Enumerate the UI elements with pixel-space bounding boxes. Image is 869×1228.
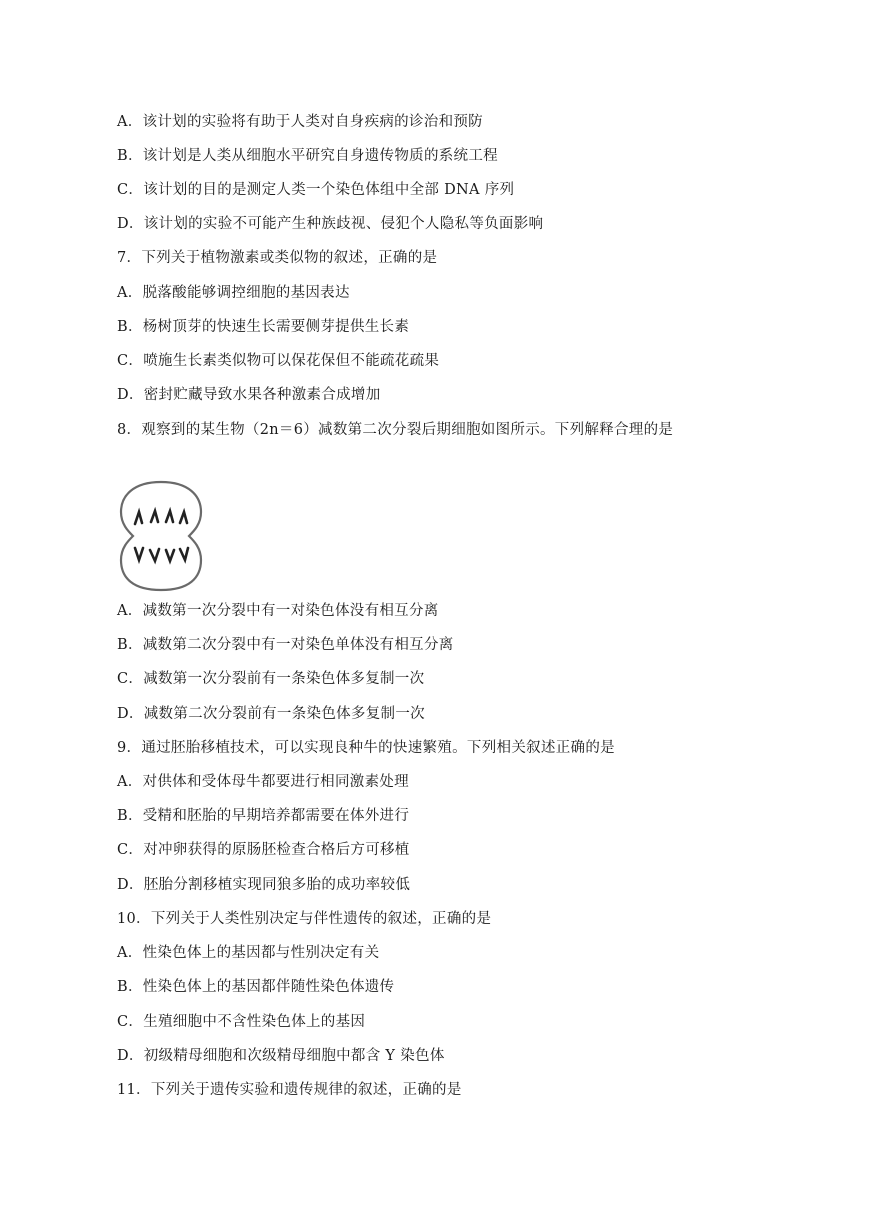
- q10-option-c: C．生殖细胞中不含性染色体上的基因: [117, 1014, 366, 1030]
- q7-option-c: C．喷施生长素类似物可以保花保但不能疏花疏果: [117, 353, 440, 369]
- q11-stem: 11．下列关于遗传实验和遗传规律的叙述，正确的是: [117, 1082, 462, 1098]
- q9-option-c: C．对冲卵获得的原肠胚检查合格后方可移植: [117, 842, 410, 858]
- q9-option-a: A．对供体和受体母牛都要进行相同激素处理: [117, 774, 409, 790]
- upper-chromosomes: [135, 511, 187, 524]
- q9-option-b: B．受精和胚胎的早期培养都需要在体外进行: [117, 808, 410, 824]
- q7-option-b: B．杨树顶芽的快速生长需要侧芽提供生长素: [117, 319, 410, 335]
- q9-stem: 9．通过胚胎移植技术，可以实现良种牛的快速繁殖。下列相关叙述正确的是: [117, 740, 615, 756]
- q8-option-c: C．减数第一次分裂前有一条染色体多复制一次: [117, 671, 425, 687]
- q10-option-d: D．初级精母细胞和次级精母细胞中都含 Y 染色体: [117, 1048, 445, 1064]
- q7-option-d: D．密封贮藏导致水果各种激素合成增加: [117, 387, 381, 403]
- lower-chromosomes: [135, 548, 188, 561]
- q8-option-a: A．减数第一次分裂中有一对染色体没有相互分离: [117, 603, 439, 619]
- q10-stem: 10．下列关于人类性别决定与伴性遗传的叙述，正确的是: [117, 911, 492, 927]
- q8-stem: 8．观察到的某生物（2n＝6）减数第二次分裂后期细胞如图所示。下列解释合理的是: [117, 422, 674, 438]
- cell-division-figure-icon: [115, 478, 207, 594]
- q7-option-a: A．脱落酸能够调控细胞的基因表达: [117, 285, 350, 301]
- q6-option-b: B．该计划是人类从细胞水平研究自身遗传物质的系统工程: [117, 148, 498, 164]
- q7-stem: 7．下列关于植物激素或类似物的叙述，正确的是: [117, 250, 438, 266]
- q9-option-d: D．胚胎分割移植实现同狼多胎的成功率较低: [117, 877, 411, 893]
- q8-option-d: D．减数第二次分裂前有一条染色体多复制一次: [117, 706, 425, 722]
- cell-membrane: [121, 482, 201, 590]
- q10-option-b: B．性染色体上的基因都伴随性染色体遗传: [117, 979, 395, 995]
- q6-option-a: A．该计划的实验将有助于人类对自身疾病的诊治和预防: [117, 114, 483, 130]
- q8-option-b: B．减数第二次分裂中有一对染色单体没有相互分离: [117, 637, 454, 653]
- q6-option-d: D．该计划的实验不可能产生种族歧视、侵犯个人隐私等负面影响: [117, 216, 544, 232]
- q10-option-a: A．性染色体上的基因都与性别决定有关: [117, 945, 380, 961]
- q6-option-c: C．该计划的目的是测定人类一个染色体组中全部 DNA 序列: [117, 182, 515, 198]
